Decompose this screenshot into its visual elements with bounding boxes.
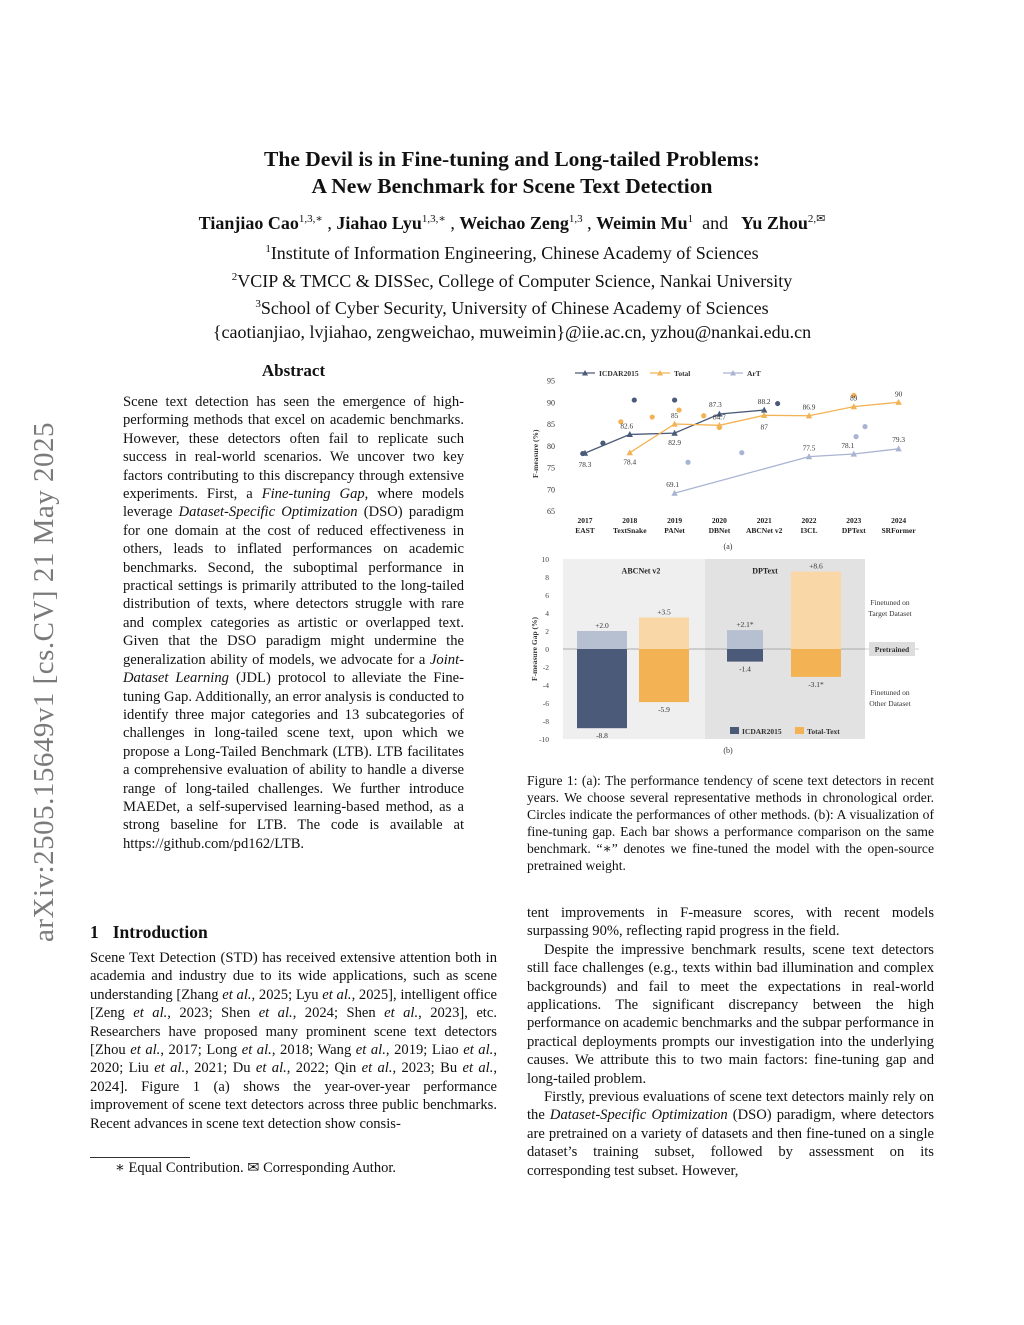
bar-label: +2.1*	[736, 620, 754, 630]
data-label: 86.9	[802, 402, 816, 412]
bar-label: -8.8	[596, 731, 608, 741]
bar-negative	[639, 649, 689, 702]
y-tick-label: 6	[545, 591, 549, 600]
affiliation: $^2$VCIP & TMCC & DISSec, College of Computer Science, Nankai University	[231, 270, 793, 291]
data-label: 90	[894, 389, 903, 399]
other-method-point	[739, 450, 744, 455]
other-method-point	[775, 401, 780, 406]
author: Weimin Mu	[596, 213, 688, 233]
other-method-point	[632, 397, 637, 402]
title-line-1: The Devil is in Fine-tuning and Long-tailed Problems:	[264, 147, 760, 171]
x-tick-year: 2021	[756, 516, 772, 525]
bar-label: +3.5	[657, 607, 671, 617]
annotation-bottom: Other Dataset	[869, 699, 911, 708]
data-label: 88.2	[757, 397, 771, 407]
paragraph: Despite the impressive benchmark results, scene text detectors still face challenges (e.g., texts within bad illumination and complex backgrounds) and fail to meet the expectations in real-world applications. The significant discrepancy between the high performance on academic benchmarks and the subpar performance in practical deployments prompts our investigation into the underlying causes. We attribute this to two main factors: fine-tuning gap and long-tailed problem.	[527, 941, 934, 1087]
y-tick-label: 95	[547, 376, 555, 386]
data-label: 85	[670, 411, 679, 420]
y-tick-label: -6	[542, 699, 549, 708]
y-tick-label: 70	[547, 485, 555, 495]
other-method-point	[672, 397, 677, 402]
x-tick-year: 2019	[667, 516, 683, 525]
group-label: ABCNet v2	[621, 566, 661, 576]
series-line	[675, 449, 899, 493]
bar-negative	[577, 649, 627, 728]
data-point	[895, 445, 901, 451]
figure-caption: Figure 1: (a): The performance tendency of scene text detectors in recent years. We choose several representative methods in chronological order. Circles indicate the performances of other methods. (b): A visualization of fine-tuning gap. Each bar shows a performance comparison on the same benchmark. “∗” denotes we fine-tuned the model with the open-source pretrained weight.	[527, 773, 934, 874]
group-label: DPText	[752, 566, 778, 576]
bar-positive	[727, 630, 763, 649]
bar-negative	[727, 649, 763, 662]
figure-1b-bar-chart	[527, 554, 937, 759]
bar-positive	[577, 631, 627, 649]
abstract-body: Scene text detection has seen the emergence of high-performing methods that excel on academic benchmarks. However, these detectors often fail to replicate such success in real-world scenarios. We uncover two key factors contributing to this discrepancy through extensive experiments. First, a Fine-tuning Gap, where models leverage Dataset-Specific Optimization (DSO) paradigm for one domain at the cost of reduced effectiveness in others, leads to inflated performances on academic benchmarks. Second, the suboptimal performance in practical settings is primarily attributed to the long-tailed distribution of texts, where detectors struggle with rare and complex categories as artistic or overlapped text. Given that the DSO paradigm might undermine the generalization ability of models, we advocate for a Joint-Dataset Learning (JDL) protocol to alleviate the Fine-tuning Gap. Additionally, an error analysis is conducted to identify three major categories and 13 subcategories of challenges in long-tailed scene text, upon which we propose a Long-Tailed Benchmark (LTB). LTB facilitates a comprehensive evaluation of ability to handle a diverse range of long-tailed challenges. We further introduce MAEDet, a self-supervised learning-based method, as a strong baseline for LTB. The code is available at https://github.com/pd162/LTB.	[123, 394, 465, 852]
x-tick-year: 2023	[846, 516, 862, 525]
x-tick-year: 2020	[711, 516, 727, 525]
section-heading-introduction: 1 Introduction	[90, 922, 208, 942]
x-tick-year: 2024	[891, 516, 907, 525]
author-emails: {caotianjiao, lvjiahao, zengweichao, muweimin}@iie.ac.cn, yzhou@nankai.edu.cn	[212, 321, 812, 342]
author: Jiahao Lyu	[336, 213, 422, 233]
right-column-body	[527, 904, 934, 1180]
x-tick-method: DPText	[841, 526, 866, 535]
legend-swatch	[795, 727, 804, 734]
data-point	[627, 449, 633, 455]
data-label: 78.3	[578, 460, 592, 470]
x-tick-year: 2022	[801, 516, 817, 525]
paper-title	[0, 146, 1024, 200]
y-tick-label: 65	[547, 507, 555, 516]
x-tick-method: ABCNet v2	[745, 526, 783, 535]
y-axis-label: F-measure Gap (%)	[530, 616, 539, 682]
author: Yu Zhou	[740, 213, 808, 233]
legend-label: ArT	[747, 369, 761, 378]
y-tick-label: 2	[545, 627, 549, 636]
x-tick-method: SRFormer	[881, 526, 916, 535]
title-line-2: A New Benchmark for Scene Text Detection	[311, 174, 713, 198]
other-method-point	[853, 434, 858, 439]
bar-label: -1.4	[739, 664, 751, 674]
subfigure-label: (a)	[723, 542, 733, 551]
y-tick-label: -2	[542, 663, 549, 672]
y-tick-label: 10	[541, 555, 549, 564]
other-method-point	[701, 413, 706, 418]
annotation-top: Target Dataset	[868, 609, 912, 618]
x-tick-year: 2018	[622, 516, 638, 525]
y-tick-label: 85	[547, 420, 555, 429]
x-tick-method: EAST	[575, 526, 595, 535]
paragraph: tent improvements in F-measure scores, with recent models surpassing 90%, reflecting rapid progress in the field.	[527, 905, 934, 940]
affiliations	[0, 238, 1024, 344]
footnote-rule	[90, 1157, 190, 1158]
data-label: 79.3	[892, 434, 905, 444]
data-label: 84.7	[713, 412, 726, 422]
x-tick-method: PANet	[664, 526, 685, 535]
y-tick-label: 4	[545, 609, 549, 618]
figure-1a-line-chart	[527, 366, 937, 552]
x-tick-method: TextSnake	[613, 526, 647, 535]
x-tick-method: DBNet	[708, 526, 731, 535]
bar-label: -5.9	[658, 705, 670, 715]
footnote: ∗ Equal Contribution. ✉ Corresponding Author.	[115, 1160, 396, 1176]
data-label: 69.1	[666, 480, 679, 490]
data-label: 82.9	[668, 438, 681, 448]
x-tick-year: 2017	[577, 516, 593, 525]
legend-label: ICDAR2015	[742, 727, 782, 736]
data-label: 87	[760, 422, 768, 432]
author: Tianjiao Cao	[198, 213, 299, 233]
y-tick-label: 8	[545, 573, 549, 582]
bar-negative	[791, 649, 841, 677]
annotation-bottom: Finetuned on	[870, 688, 910, 697]
subfigure-label: (b)	[723, 746, 733, 755]
data-label: 87.3	[709, 399, 722, 409]
y-tick-label: 80	[547, 441, 555, 451]
data-label: 77.5	[802, 443, 816, 453]
y-tick-label: 90	[547, 398, 555, 408]
affiliation: $^3$School of Cyber Security, University of Chinese Academy of Sciences	[255, 298, 769, 318]
abstract-heading: Abstract	[261, 361, 326, 380]
y-tick-label: -4	[542, 681, 549, 690]
other-method-point	[862, 424, 867, 429]
other-method-point	[685, 460, 690, 465]
x-tick-method: I3CL	[800, 526, 818, 535]
bar-label: +8.6	[809, 561, 823, 571]
author: Weichao Zeng	[459, 213, 569, 233]
bar-positive	[791, 572, 841, 649]
y-tick-label: -8	[542, 717, 549, 726]
data-label: 89	[850, 393, 858, 403]
y-tick-label: 75	[547, 463, 555, 473]
legend-label: ICDAR2015	[599, 369, 639, 378]
introduction-body: Scene Text Detection (STD) has received extensive attention both in academia and industry due to its wide applications, such as scene understanding [Zhang et al., 2025; Lyu et al., 2025], intelligent office [Zeng et al., 2023; Shen et al., 2024; Shen et al., 2023], etc. Researchers have proposed many prominent scene text detectors [Zhou et al., 2017; Long et al., 2018; Wang et al., 2019; Liao et al., 2020; Liu et al., 2021; Du et al., 2022; Qin et al., 2023; Bu et al., 2024]. Figure 1 (a) shows the year-over-year performance improvement of scene text detectors across three public benchmarks. Recent advances in scene text detection show consis-	[90, 950, 498, 1132]
legend-label: Total	[674, 369, 691, 378]
annotation-top: Finetuned on	[870, 598, 910, 607]
bar-positive	[639, 618, 689, 650]
annotation-pretrained: Pretrained	[874, 645, 910, 654]
bar-label: +2.0	[595, 621, 609, 630]
data-label: 78.1	[841, 441, 855, 451]
data-label: 82.6	[620, 421, 634, 431]
affiliation: $^1$Institute of Information Engineering, Chinese Academy of Sciences	[265, 243, 759, 263]
author-list: Tianjiao Cao$^{1,3,∗}$ , Jiahao Lyu$^{1,3,∗}$ , Weichao Zeng$^{1,3}$ , Weimin Mu$^1$ and Yu Zhou$^{2,✉}$	[198, 213, 826, 233]
paragraph: Firstly, previous evaluations of scene text detectors mainly rely on the Dataset-Specific Optimization (DSO) paradigm, where detectors are pretrained on a variety of datasets and then fine-tuned on a single dataset’s training subset, followed by assessment on its corresponding test subset. However,	[527, 1089, 934, 1179]
y-tick-label: -10	[539, 735, 549, 744]
other-method-point	[650, 414, 655, 419]
data-label: 78.4	[623, 457, 637, 467]
bar-label: -3.1*	[808, 679, 824, 689]
legend-swatch	[730, 727, 739, 734]
y-tick-label: 0	[545, 645, 549, 654]
arxiv-stamp: arXiv:2505.15649v1 [cs.CV] 21 May 2025	[28, 421, 60, 942]
legend-label: Total-Text	[807, 727, 840, 736]
y-axis-label: F-measure (%)	[531, 429, 540, 478]
